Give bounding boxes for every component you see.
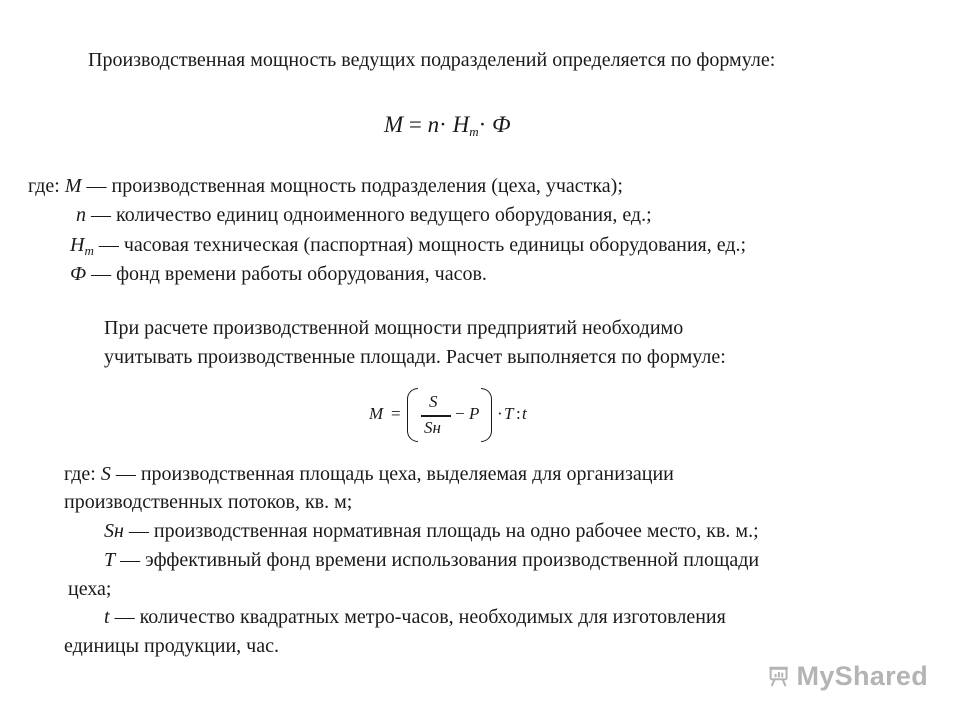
- formula2-left-bracket: [407, 388, 418, 442]
- formula2-T: T: [504, 404, 514, 423]
- formula2-colon: :: [516, 404, 521, 423]
- intro-text: Производственная мощность ведущих подразделений определяется по формуле:: [88, 49, 776, 71]
- presentation-board-icon: [768, 659, 791, 693]
- para2-line2: учитывать производственные площади. Расчет выполняется по формуле:: [104, 346, 726, 368]
- def-t-text1: — количество квадратных метро-часов, необходимых для изготовления: [109, 606, 726, 628]
- formula1-lhs: M: [384, 112, 404, 137]
- def-t-line1: [104, 605, 726, 629]
- def-s-prefix: где:: [64, 463, 96, 485]
- def-m: [28, 174, 623, 198]
- def-h-symbol: H: [70, 234, 85, 256]
- def-phi-symbol: Ф: [70, 263, 87, 285]
- def-T-symbol: T: [104, 549, 116, 571]
- formula2-minus: −: [455, 404, 465, 423]
- formula1-h-sub: m: [469, 124, 479, 139]
- def-s-symbol: S: [100, 463, 111, 485]
- def-sn: [104, 519, 759, 543]
- def-n-text: — количество единиц одноименного ведущего оборудования, ед.;: [86, 204, 652, 226]
- myshared-logo: [768, 658, 928, 694]
- myshared-wordmark: MyShared: [796, 660, 928, 691]
- formula2-right-bracket: [481, 388, 492, 442]
- def-m-text: — производственная мощность подразделения (цеха, участка);: [81, 175, 623, 197]
- formula2-lhs: M: [369, 404, 384, 423]
- def-phi-text: — фонд времени работы оборудования, часов.: [86, 263, 487, 285]
- formula-capacity: [384, 112, 511, 140]
- def-T-line1: [104, 548, 759, 572]
- para2-line1: При расчете производственной мощности предприятий необходимо: [104, 317, 684, 339]
- def-h-text: — часовая техническая (паспортная) мощность единицы оборудования, ед.;: [93, 234, 747, 256]
- def-sn-text: — производственная нормативная площадь на одно рабочее место, кв. м.;: [123, 520, 759, 542]
- formula1-eq: =: [408, 112, 422, 137]
- def-h-sub: m: [84, 243, 94, 258]
- def-s-line1: [64, 462, 674, 486]
- formula2-fraction-bar: [421, 415, 451, 417]
- def-n: [76, 203, 652, 227]
- formula2-denominator: Sн: [424, 418, 441, 437]
- def-n-symbol: n: [76, 204, 86, 226]
- def-T-text1: — эффективный фонд времени использования производственной площади: [115, 549, 760, 571]
- def-sn-symbol: Sн: [104, 520, 124, 542]
- formula1-dot1: ·: [439, 112, 447, 137]
- def-t-symbol: t: [104, 606, 110, 628]
- formula2-dot: ·: [497, 404, 503, 423]
- def-s-text1: — производственная площадь цеха, выделяемая для организации: [110, 463, 674, 485]
- def-t-line2: единицы продукции, час.: [64, 635, 279, 657]
- def-phi: [70, 262, 487, 286]
- def-h: [70, 233, 746, 263]
- formula1-n: n: [427, 112, 440, 137]
- def-m-symbol: M: [64, 175, 82, 197]
- formula2-p: P: [469, 404, 480, 423]
- formula1-h: H: [452, 112, 470, 137]
- formula2-t: t: [522, 404, 527, 423]
- formula-area: [367, 386, 527, 446]
- formula1-phi: Ф: [492, 112, 511, 137]
- def-m-prefix: где:: [28, 175, 60, 197]
- formula2-numerator: S: [429, 392, 438, 411]
- formula2-eq: =: [391, 404, 401, 423]
- formula1-dot2: ·: [478, 112, 487, 137]
- def-s-line2: производственных потоков, кв. м;: [64, 491, 353, 513]
- def-T-line2: цеха;: [68, 578, 112, 600]
